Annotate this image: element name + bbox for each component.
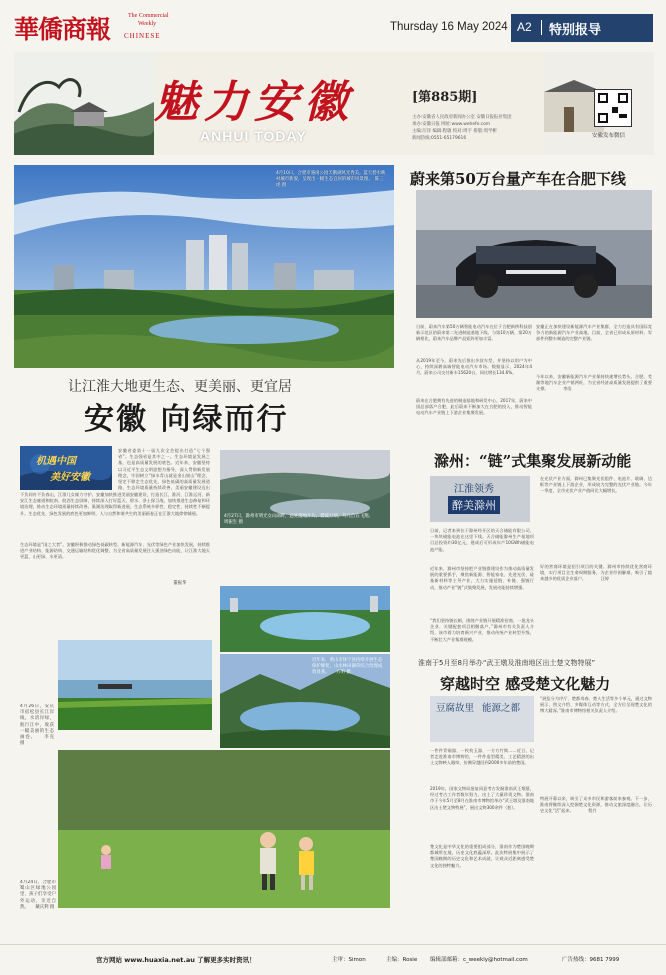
huainan-badge — [430, 696, 534, 742]
article-paragraph: 近年来，滁州市坚持把产业链群建设作为推动高质量发展的重要抓手，聚焦新能源、智能家电、先进光伏、硅基新材料等主导产业，大力实施延链、补链、强链行动，推动产业“链”式集聚发展，发展动能持续增强。 — [430, 566, 534, 590]
badge-line2: 能源之都 — [482, 703, 521, 714]
photo-mountain-lake — [220, 654, 390, 748]
article-paragraph: “我们坚持链长制，围绕产业链开展精准招商，一批龙头企业、关键配套项目相继落户。”滁州市有关负责人介绍，该市着力培育新兴产业，推动传统产业转型升级，不断壮大产业集群规模。 — [430, 618, 534, 642]
photo-lake-city-aerial — [220, 586, 390, 652]
article-paragraph: 蔚来在合肥拥有先进的制造基地和研发中心。2017年，蔚来中国总部落户合肥，此后蔚来不断加大在合肥的投入，推动智能电动汽车产业链上下游企业集聚发展。 — [416, 398, 532, 416]
badge-line1: 机遇中国 — [36, 456, 76, 467]
website-link[interactable]: 官方网站 www.huaxia.net.au 了解更多实时资讯！ — [96, 956, 256, 964]
article-paragraph: 不负同舟不负春山，江淮儿女倾力守护。安徽加快推进美丽安徽建设，打造长江、淮河、江淮运河、新安江生态廊道和皖南、皖西生态屏障，持续深入打好蓝天、碧水、净土保卫战，加快推进生态修复和环境治理，推动生态环境质量持续改善。巢湖治理取得新进展，生态系统多样性、稳定性、持续性不断提升。生态优先、绿色发展的底色更加鲜明，人与自然和谐共生的美丽画卷正在江淮大地徐徐铺展。 — [20, 492, 210, 516]
section-name: 特别报导 — [549, 23, 602, 38]
masthead — [0, 0, 666, 52]
banner-landscape-illustration — [14, 52, 154, 155]
chu-culture-kicker: 淮南于5月至8月举办“武王墩及淮南地区出土楚文物特展” — [418, 659, 596, 667]
issue-number: [第885期] — [412, 90, 478, 105]
article-paragraph: 2019年，国家文物局批复同意考古发掘淮南武王墩墓，经过考古工作者数年努力，出土了大量珍贵文物。淮南市于今年5月至8月在淮南市博物馆举办“武王墩及淮南地区出土楚文物特展”，展出文物300余件（套）。 — [430, 786, 534, 810]
banner — [14, 52, 654, 155]
info-line: 新闻热线:0551-65179616 — [412, 136, 467, 141]
editorial-email[interactable]: 编辑部邮箱：c_weekly@hotmail.com — [430, 957, 528, 963]
banner-subtitle: ANHUI TODAY — [200, 128, 307, 144]
badge-line2: 醉美滁州 — [448, 496, 500, 514]
car-factory-illustration — [416, 190, 652, 318]
article-paragraph: 从2019年至今，蔚来先后推出多款车型，并坚持以用户为中心，持续深耕高端智能电动汽车市场。数据显示，2024年4月，蔚来公司交付新车15620台，同比增长134.6%。 — [416, 358, 532, 376]
city-park-illustration — [14, 165, 394, 368]
chu-culture-headline: 穿越时空 感受楚文化魅力 — [440, 675, 611, 693]
brand-en-line3: CHINESE — [124, 32, 161, 40]
issue-date: Thursday 16 May 2024 — [390, 21, 508, 33]
article-paragraph: 一件件青铜器、一枚枚玉器、一方方竹简……近日，记者走进淮南市博物馆，一件件造型精美、工艺精湛的出土文物映入眼帘，仿佛穿越回到2000多年前的楚国。 — [430, 748, 534, 766]
article-paragraph: 楚文化是中华文化的重要组成部分，淮南作为楚国晚期都城所在地，历史文化底蕴深厚。此次特展集中展示了楚国晚期的历史文化和艺术成就，让观众近距离感受楚文化的独特魅力。 — [430, 844, 534, 868]
badge-line2: 美好安徽 — [50, 472, 90, 483]
chuzhou-badge — [430, 476, 530, 522]
photo-caption: 近年来，黄山市休宁县持续开展生态保护修复，山水林田湖草综合治理成效显著。 方明 摄 — [312, 658, 383, 675]
article-paragraph: 安徽正在加快建设新能源汽车产业集群，全力打造具有国际竞争力的新能源汽车产业高地。目前，全省已形成从原材料、零部件到整车制造的完整产业链。 — [536, 324, 652, 342]
article-paragraph: 在光伏产业方面，滁州已集聚光伏组件、电池片、玻璃、边框等产业链上下游企业，形成较为完整的光伏产业链。今年一季度，全市光伏产业产值同比大幅增长。 — [540, 476, 652, 494]
divider — [541, 20, 542, 35]
river-illustration — [58, 640, 212, 730]
lake-city-illustration — [220, 586, 390, 652]
badge-line1: 江淮领秀 — [454, 484, 494, 495]
article-paragraph: 日前，蔚来汽车第50万辆智能电动汽车在位于合肥新桥科技创新示范区的蔚来第二先进制造基地下线。与第10万辆、第20万辆相比，蔚来汽车品牌产品矩阵更加丰富。 — [416, 324, 532, 342]
author-byline: 董振华 — [160, 581, 187, 586]
photo-hefei-city-park — [14, 165, 394, 368]
photo-kids-park — [58, 750, 390, 908]
kids-park-illustration — [58, 750, 390, 908]
photo-caption: 4月26日，安庆市宿松县长江岸线，水清岸绿，航行江中，收获一幅美丽的生态画卷。 李克 摄 — [20, 704, 54, 747]
chief-editor: 主审：Simon — [332, 957, 366, 963]
photo-yangtze-shoreline — [58, 640, 212, 730]
section-tag — [511, 14, 653, 42]
article-paragraph: 今年以来，安徽新能源汽车产业保持快速增长势头。合肥、芜湖等地汽车企业产销两旺，为全省经济高质量发展提供了重要支撑。 李浩 — [536, 374, 652, 392]
editor: 主编：Rosie — [386, 957, 418, 963]
banner-title: 魅力安徽 — [154, 77, 354, 128]
qr-caption: 安徽发布微信 — [592, 133, 626, 139]
left-story-kicker: 让江淮大地更生态、更美丽、更宜居 — [68, 379, 292, 395]
info-line: 承办:安徽日报 网址:www.wehefe.com — [412, 122, 491, 127]
left-story-headline: 安徽 向绿而行 — [84, 402, 289, 437]
article-paragraph: “展览分为序厅、楚都寿春、楚人生活等多个单元，通过文物展示、图文介绍、多媒体互动等方式，全方位呈现楚文化的博大精深。”淮南市博物馆相关负责人介绍。 — [540, 696, 652, 714]
article-paragraph: 生态环境是“国之大者”。安徽积极推动绿色低碳转型，新能源汽车、光伏等绿色产业加快发展，持续推进产业结构、能源结构、交通运输结构优化调整，为全省高质量发展注入强劲绿色动能，让江淮大地天更蓝、山更绿、水更清。 — [20, 542, 210, 560]
ad-hotline: 广告热线：9681 7999 — [562, 957, 620, 963]
article-paragraph: 日前，记者来到位于滁州经开区的天合储能有限公司，一块块储能电池在这里下线。天合储能滁州生产基地项目总投资约30亿元，建成后可形成年产10GWh储能电池产能。 — [430, 528, 534, 552]
badge-line1: 豆腐故里 — [436, 703, 475, 714]
qr-code[interactable] — [594, 89, 632, 127]
machine-china-badge — [20, 446, 112, 490]
brand-en-line1: The Commercial — [128, 13, 169, 19]
info-line: 主编:汪洋 编辑:程敏 校对:周宇 排版:周学彬 — [412, 129, 497, 134]
brand-en-line2: Weekly — [138, 21, 157, 27]
footer — [0, 944, 666, 975]
brand-chinese: 華僑商報 — [14, 15, 111, 44]
photo-nio-production-line — [416, 190, 652, 318]
page-number: A2 — [517, 20, 532, 34]
photo-caption: 4月10日，合肥市骆岗公园天鹅湖风光秀美。蓝天碧水映衬城市新貌，呈现出一幅生态宜居的城市风景图。 陈三虎 摄 — [276, 171, 386, 188]
article-paragraph: 好的营商环境是招引项目的关键。滁州市持续优化营商环境，实行项目全生命周期服务，为企业纾困解难，吸引了越来越多的优质企业落户。 汪婷 — [540, 564, 652, 582]
photo-mingguang-wetland — [220, 450, 390, 528]
article-paragraph: 安徽省委第十一届九次全会提出打造“七个强省”。生态强省是其中之一。生态环境是发展之基，也是高质量发展的底色。近年来，安徽坚持以习近平生态文明思想为指导，深入贯彻新发展理念，牢固树立“绿水青山就是金山银山”理念，坚定不移走生态优先、绿色低碳的高质量发展道路，生态环境质量持续改善，美丽安徽建设迈出 — [118, 448, 210, 490]
photo-caption: 4月27日，滁州市明光女山湖畔，远处湿地片片，碧波万顷，鸟儿自在飞翔。 周振生 摄 — [224, 514, 384, 525]
article-paragraph: 特展开幕以来，吸引了众多市民和游客前来参观。下一步，淮南将继续深入挖掘楚文化资源，推动文旅深度融合，让历史文化“活”起来。 程竹 — [540, 796, 652, 814]
photo-caption: 4月24日，合肥市蜀山区绿地公园里，孩子们享受户外运动，亲近自然。 戴庆利 摄 — [20, 880, 56, 910]
nio-headline: 蔚来第50万台量产车在合肥下线 — [410, 170, 626, 188]
info-line: 主办:安徽省人民政府新闻办公室 安徽日报报业集团 — [412, 115, 512, 120]
brand-logo — [14, 10, 169, 44]
chuzhou-headline: 滁州：“链”式集聚发展新动能 — [434, 452, 632, 470]
